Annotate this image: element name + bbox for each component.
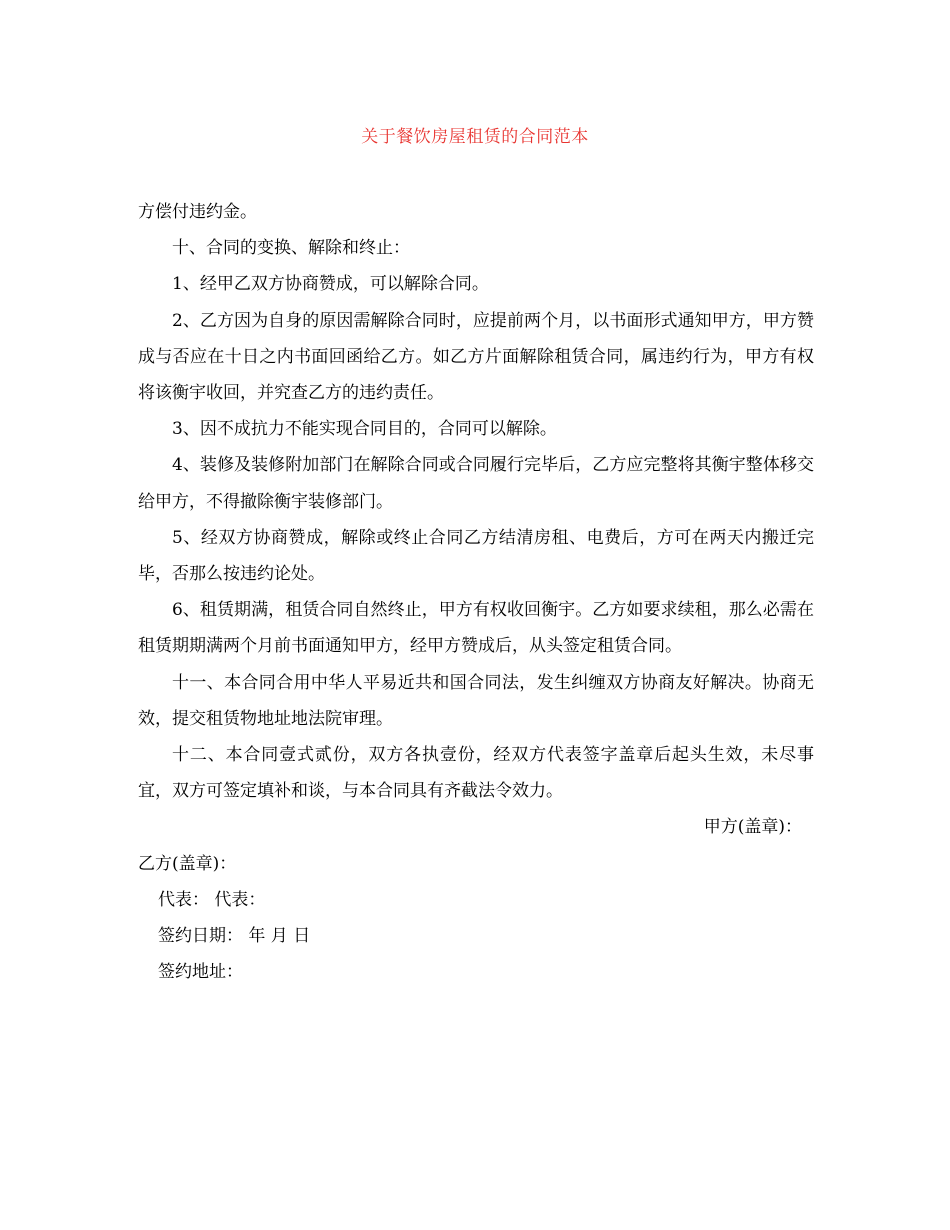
clause-10-2: 2、乙方因为自身的原因需解除合同时，应提前两个月，以书面形式通知甲方，甲方赞成与否应在十日之内书面回函给乙方。如乙方片面解除租赁合同，属违约行为，甲方有权将该衡宇收回，并究查乙方的违约责任。: [138, 310, 814, 404]
clause-10-5: 5、经双方协商赞成，解除或终止合同乙方结清房租、电费后，方可在两天内搬迁完毕，否那么按违约论处。: [138, 527, 814, 585]
clause-10-1: 1、经甲乙双方协商赞成，可以解除合同。: [172, 274, 489, 295]
clause-10-4: 4、装修及装修附加部门在解除合同或合同履行完毕后，乙方应完整将其衡宇整体移交给甲方，不得撤除衡宇装修部门。: [138, 455, 814, 512]
sign-address-line: 签约地址：: [158, 962, 243, 983]
section-11: 十一、本合同合用中华人平易近共和国合同法，发生纠缠双方协商友好解决。协商无效，提交租赁物地址地法院审理。: [138, 672, 814, 729]
party-a-seal: 甲方(盖章)：: [703, 817, 802, 838]
paragraph-continuation: 方偿付违约金。: [138, 202, 257, 222]
sign-date-line: 签约日期： 年 月 日: [158, 926, 311, 947]
section-heading-10: 十、合同的变换、解除和终止：: [172, 238, 410, 259]
document-title: 关于餐饮房屋租赁的合同范本: [361, 127, 589, 147]
clause-10-3: 3、因不成抗力不能实现合同目的，合同可以解除。: [172, 419, 557, 440]
clause-10-6: 6、租赁期满，租赁合同自然终止，甲方有权收回衡宇。乙方如要求续租，那么必需在租赁期期满两个月前书面通知甲方，经甲方赞成后，从头签定租赁合同。: [138, 600, 814, 657]
party-b-seal: 乙方(盖章)：: [138, 853, 237, 874]
representatives-line: 代表： 代表：: [158, 889, 266, 910]
document-body: [138, 194, 814, 990]
section-12: 十二、本合同壹式贰份，双方各执壹份，经双方代表签字盖章后起头生效，未尽事宜，双方可签定填补和谈，与本合同具有齐截法令效力。: [138, 745, 814, 802]
